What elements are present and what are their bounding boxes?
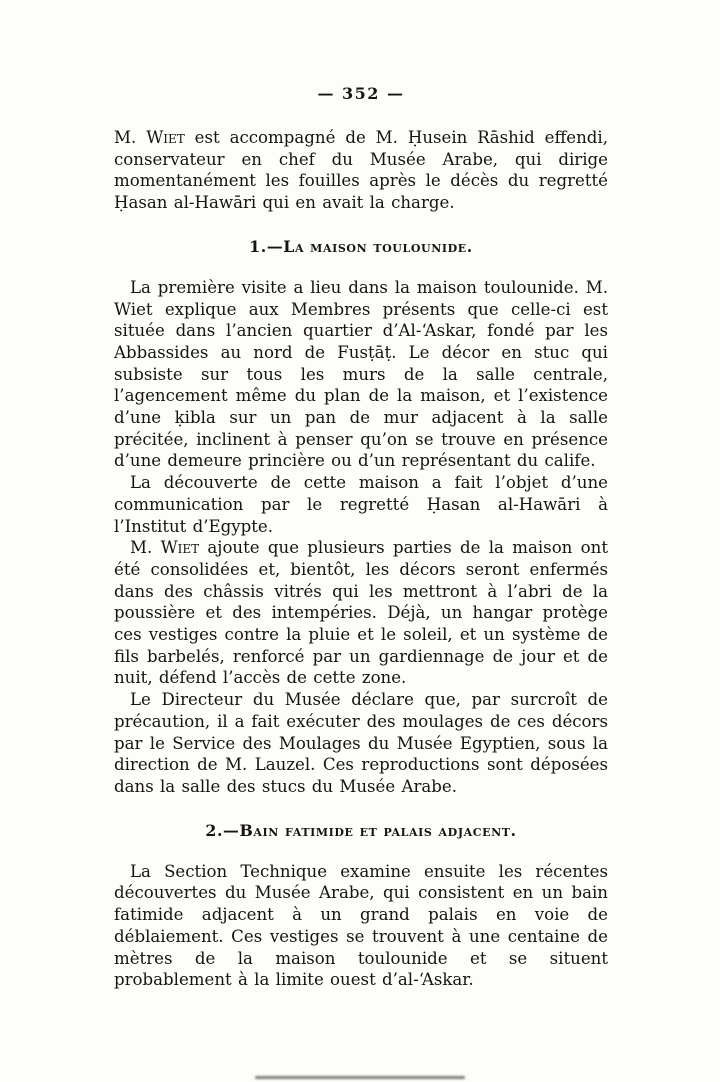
section-heading-2: 2.—Bain fatimide et palais adjacent.	[205, 820, 517, 840]
paragraph-decouverte: La découverte de cette maison a fait l’objet d’une communication par le regretté Ḥasan al-Hawāri à l’Institut d’Egypte.	[114, 473, 608, 536]
paragraph-text: ajoute que plusieurs parties de la maison ont été consolidées et, bientôt, les décors seront enfermés dans des châssis vitrés qui les mettront à l’abri de la poussière et des intempéries. Déjà, un hangar protège ces vestiges contre la pluie et le soleil, et un système de fils barbelés, renforcé par un gardiennage de jour et de nuit, défend l’accès de cette zone.	[114, 538, 608, 688]
speaker-prefix: M.	[114, 128, 147, 147]
paragraph-text: est accompagné de M. Ḥusein Rāshid effendi, conservateur en chef du Musée Arabe, qui dirige momentanément les fouilles après le décès du regretté Ḥasan al-Hawāri qui en avait la charge.	[114, 128, 609, 213]
paragraph-wiet-ajoute	[114, 537, 608, 689]
section-heading-1: 1.—La maison toulounide.	[249, 236, 473, 256]
paragraph-maison-visite: La première visite a lieu dans la maison toulounide. M. Wiet explique aux Membres présents que celle-ci est située dans l’ancien quartier d’Al-‘Askar, fondé par les Abbassides au nord de Fusṭāṭ. Le décor en stuc qui subsiste sur tous les murs de la salle centrale, l’agencement même du plan de la maison, et l’existence d’une ḳibla sur un pan de mur adjacent à la salle précitée, inclinent à penser qu’on se trouve en présence d’une demeure princière ou d’un représentant du calife.	[114, 277, 608, 471]
scan-edge-artifact	[255, 1076, 465, 1079]
text-block	[114, 84, 608, 991]
speaker-prefix: M.	[130, 538, 161, 558]
speaker-name: Wiet	[146, 128, 185, 147]
paragraph-directeur-musee: Le Directeur du Musée déclare que, par surcroît de précaution, il a fait exécuter des moulages de ces décors par le Service des Moulages du Musée Egyptien, sous la direction de M. Lauzel. Ces reproductions sont déposées dans la salle des stucs du Musée Arabe.	[114, 690, 608, 796]
paragraph-section-technique: La Section Technique examine ensuite les récentes découvertes du Musée Arabe, qui consistent en un bain fatimide adjacent à un grand palais en voie de déblaiement. Ces vestiges se trouvent à une centaine de mètres de la maison toulounide et se situent probablement à la limite ouest d’al-‘Askar.	[114, 861, 608, 990]
paragraph-intro	[114, 127, 608, 214]
page-number: — 352 —	[317, 84, 405, 103]
speaker-name: Wiet	[160, 538, 200, 558]
